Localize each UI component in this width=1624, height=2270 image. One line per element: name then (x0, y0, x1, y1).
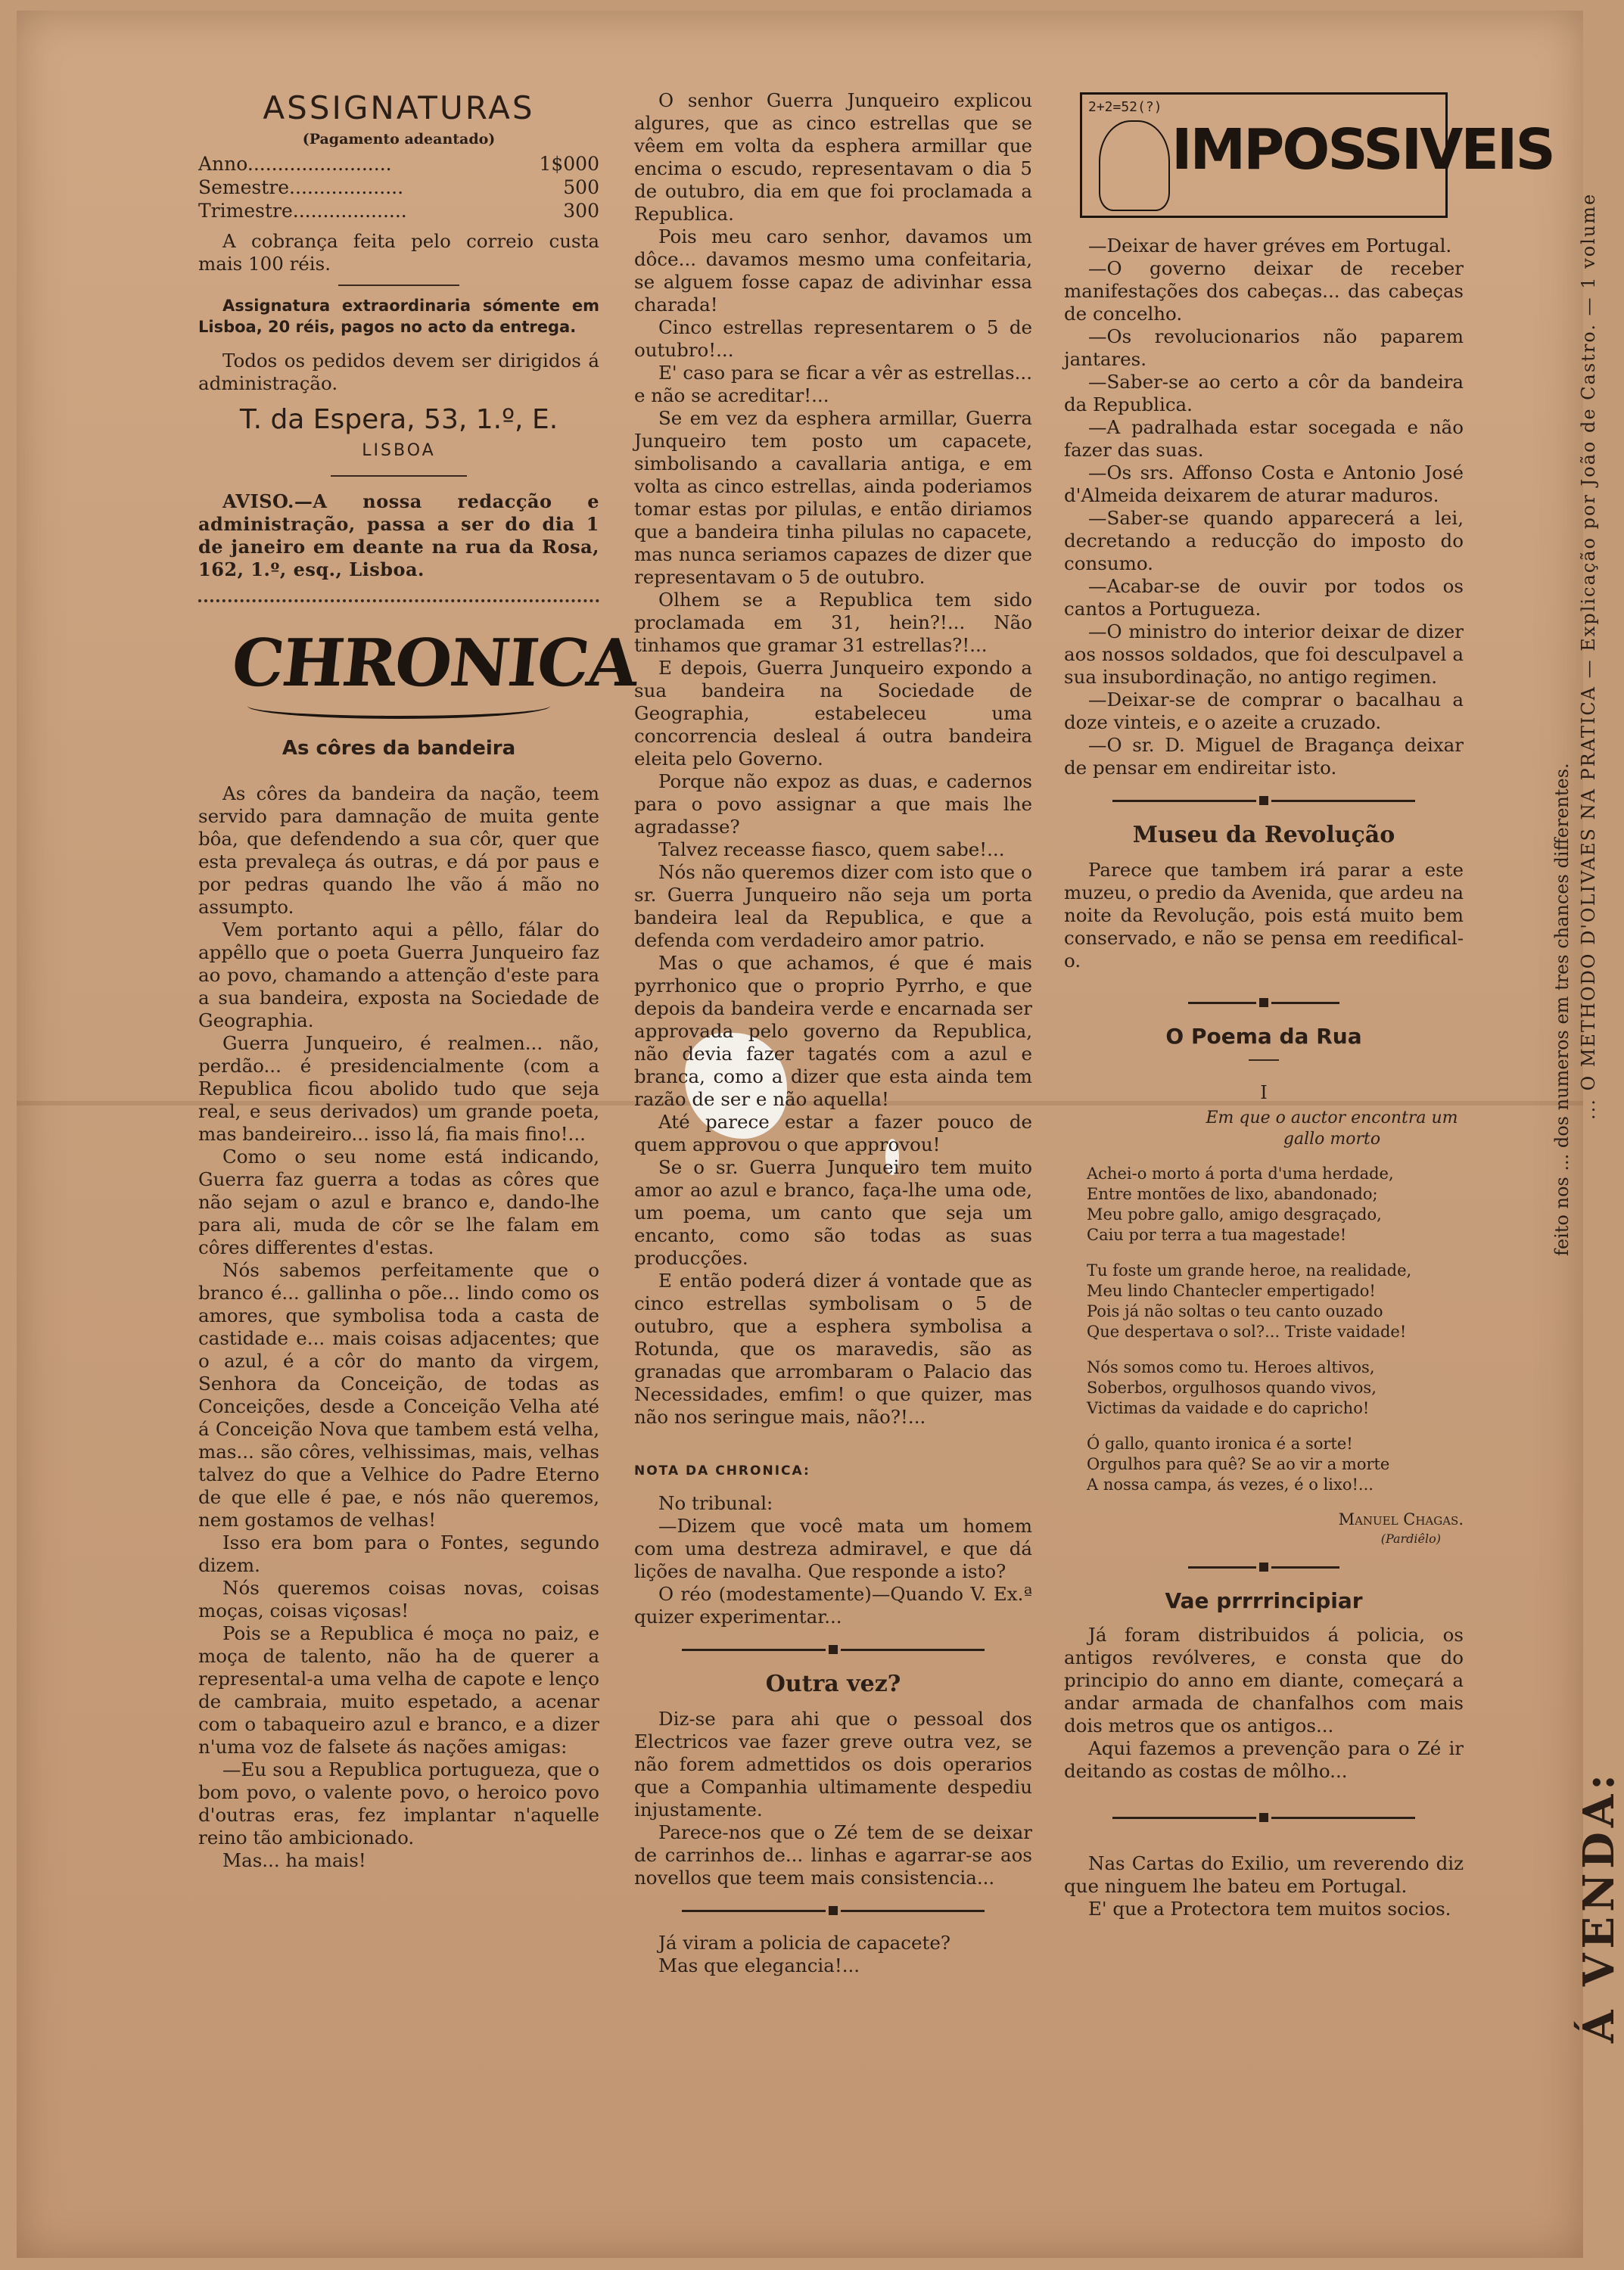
vae-paragraph: Aqui fazemos a prevenção para o Zé ir deitando as costas de môlho... (1064, 1737, 1464, 1782)
section-divider (1064, 998, 1464, 1007)
price-row: Anno........................ 1$000 (198, 153, 599, 175)
caricature-face-icon (1099, 120, 1170, 211)
nota-body (634, 1492, 1032, 1628)
impossivel-item: —O ministro do interior deixar de dizer aos nossos soldados, que foi desculpavel a sua insubordinação, no antigo regimen. (1064, 620, 1464, 688)
chronica-heading: As côres da bandeira (282, 737, 516, 760)
vae-paragraph: Já foram distribuidos á policia, os antigos revólveres, e consta que do principio do anno em diante, começará a andar armada de chanfalhos com mais dois metros que os antigos... (1064, 1624, 1464, 1737)
column-paragraph: Porque não expoz as duas, e cadernos para o povo assignar a que mais lhe agradasse? (634, 770, 1032, 838)
section-divider (1064, 1813, 1464, 1822)
column-paragraph: Cinco estrellas representarem o 5 de outubro!... (634, 316, 1032, 361)
poem-line: Nós somos como tu. Heroes altivos, (1087, 1358, 1375, 1376)
nota-paragraph: —Dizem que você mata um homem com uma destreza admiravel, e que dá lições de navalha. Que responde a isto? (634, 1515, 1032, 1582)
museu-title: Museu da Revolução (1132, 822, 1395, 848)
museu-text: Parece que tambem irá parar a este muzeu, o predio da Avenida, que ardeu na noite da Revolução, pois está muito bem conservado, e não se pensa em reedifical-o. (1064, 859, 1464, 972)
pedidos-text: Todos os pedidos devem ser dirigidos á administração. (198, 350, 599, 394)
outra-vez-body (634, 1708, 1032, 1889)
chronica-paragraph: Mas... ha mais! (222, 1849, 366, 1871)
divider-rule (1249, 1059, 1279, 1061)
capacete-body (634, 1932, 1032, 1977)
poem-line: A nossa campa, ás vezes, é o lixo!... (1087, 1476, 1374, 1494)
capacete-paragraph: Mas que elegancia!... (658, 1954, 860, 1976)
outra-vez-title: Outra vez? (765, 1671, 901, 1697)
impossivel-item: —Saber-se ao certo a côr da bandeira da Republica. (1064, 371, 1464, 415)
impossivel-item: —Os revolucionarios não paparem jantares. (1064, 325, 1464, 370)
impossivel-item: —Saber-se quando apparecerá a lei, decretando a reducção do imposto do consumo. (1064, 507, 1464, 574)
column-paragraph: Se em vez da esphera armillar, Guerra Junqueiro tem posto um capacete, simbolisando a cavallaria antiga, e em volta as cinco estrellas, ainda poderiamos tomar estas por pilulas, e então diriamos que a bandeira tinha pilulas no capacete, mas nunca seriamos capazes de dizer que representavam o 5 de outubro. (634, 407, 1032, 588)
assignaturas-title: ASSIGNATURAS (263, 89, 535, 126)
chronica-paragraph: Nós queremos coisas novas, coisas moças, coisas viçosas! (198, 1577, 599, 1622)
dotted-divider (198, 599, 599, 602)
poem-line: Caiu por terra a tua magestade! (1087, 1226, 1347, 1244)
aviso-notice: AVISO.—A nossa redacção e administração, passa a ser do dia 1 de janeiro em deante na rua da Rosa, 162, 1.º, esq., Lisboa. (198, 490, 599, 580)
chronica-paragraph: Guerra Junqueiro, é realmen... não, perdão... é presidencialmente (com a Republica ficou abolido tudo que seja real, e seus derivados) um grande poeta, mas bandeireiro... isso lá, fia mais fino!... (198, 1032, 599, 1145)
column-paragraph: E depois, Guerra Junqueiro expondo a sua bandeira na Sociedade de Geographia, estabeleceu uma concorrencia desleal á outra bandeira eleita pelo Governo. (634, 657, 1032, 770)
poema-number: I (1260, 1082, 1268, 1103)
poem-line: Soberbos, orgulhosos quando vivos, (1087, 1379, 1377, 1397)
column-paragraph: Olhem se a Republica tem sido proclamada em 31, hein?!... Não tinhamos que gramar 31 estrellas?!... (634, 589, 1032, 656)
poem-body (1087, 1164, 1464, 1495)
poem-line: Achei-o morto á porta d'uma herdade, (1087, 1165, 1394, 1183)
city: LISBOA (362, 441, 436, 460)
column-3 (1064, 92, 1554, 1920)
chronica-body (198, 782, 599, 1872)
poem-source: (Pardiêlo) (1380, 1531, 1441, 1546)
chronica-logo: CHRONICA (232, 617, 565, 723)
cobranca-text: A cobrança feita pelo correio custa mais 100 réis. (198, 230, 599, 275)
poem-stanza (1087, 1261, 1464, 1342)
chronica-paragraph: Vem portanto aqui a pêllo, fálar do appêllo que o poeta Guerra Junqueiro faz ao povo, chamando a attenção d'este para a sua bandeira, exposta na Sociedade de Geographia. (198, 919, 599, 1031)
impossivel-item: —A padralhada estar socegada e não fazer das suas. (1064, 416, 1464, 461)
chronica-paragraph: Isso era bom para o Fontes, segundo dizem. (198, 1531, 599, 1576)
assignaturas-subtitle: (Pagamento adeantado) (302, 131, 496, 148)
nota-paragraph: No tribunal: (658, 1492, 773, 1514)
poem-line: Meu pobre gallo, amigo desgraçado, (1087, 1205, 1382, 1224)
divider-rule (331, 475, 467, 477)
impossiveis-list (1064, 235, 1464, 779)
poem-line: Entre montões de lixo, abandonado; (1087, 1185, 1378, 1203)
margin-text-2: ... O METHODO D'OLIVAES NA PRATICA — Explicação por João de Castro. — 1 volume (1578, 192, 1599, 1120)
column-paragraph: E' caso para se ficar a vêr as estrellas... e não se acreditar!... (634, 362, 1032, 406)
impossivel-item: —O governo deixar de receber manifestações dos cabeças... das cabeças de concelho. (1064, 257, 1464, 325)
column-paragraph: Nós não queremos dizer com isto que o sr. Guerra Junqueiro não seja um porta bandeira leal da Republica, e que a defenda com verdadeiro amor patrio. (634, 861, 1032, 951)
price-row: Semestre................... 500 (198, 176, 599, 198)
section-divider (634, 1645, 1032, 1654)
column-paragraph: Talvez receasse fiasco, quem sabe!... (658, 838, 1005, 860)
chronica-continuation (634, 89, 1032, 1429)
impossivel-item: —Deixar-se de comprar o bacalhau a doze vinteis, e o azeite a cruzado. (1064, 689, 1464, 733)
column-1 (198, 76, 641, 1872)
column-paragraph: Até parece estar a fazer pouco de quem approvou o que approvou! (634, 1111, 1032, 1155)
poem-author: Manuel Chagas. (1338, 1510, 1464, 1528)
chronica-paragraph: As côres da bandeira da nação, teem servido para damnação de muita gente bôa, que defendendo a sua côr, quer que esta prevaleça ás outras, e dá por paus e por pedras quando lhe vão á mão no assumpto. (198, 782, 599, 918)
section-divider (1064, 796, 1464, 805)
impossivel-item: —Acabar-se de ouvir por todos os cantos a Portugueza. (1064, 575, 1464, 620)
poem-line: Orgulhos para quê? Se ao vir a morte (1087, 1455, 1390, 1473)
section-divider (634, 1906, 1032, 1915)
chronica-paragraph: —Eu sou a Republica portugueza, que o bom povo, o valente povo, o heroico povo d'outras eras, fez implantar n'aquelle reino tão ambicionado. (198, 1758, 599, 1849)
extra-subscription: Assignatura extraordinaria sómente em Lisboa, 20 réis, pagos no acto da entrega. (198, 297, 599, 336)
poem-line: Victimas da vaidade e do capricho! (1087, 1399, 1370, 1417)
column-paragraph: Pois meu caro senhor, davamos um dôce... davamos mesmo uma confeitaria, se alguem fosse capaz de adivinhar essa charada! (634, 225, 1032, 316)
vae-title: Vae prrrrincipiar (1165, 1588, 1363, 1613)
address: T. da Espera, 53, 1.º, E. (239, 404, 558, 435)
divider-rule (338, 285, 459, 286)
impossiveis-logo: 2+2=52(?) IMPOSSIVEIS (1080, 92, 1448, 218)
nota-heading: NOTA DA CHRONICA: (634, 1463, 810, 1479)
cartas-paragraph: Nas Cartas do Exilio, um reverendo diz que ninguem lhe bateu em Portugal. (1064, 1852, 1464, 1897)
poem-line: Pois já não soltas o teu canto ouzado (1087, 1302, 1383, 1320)
column-paragraph: Mas o que achamos, é que é mais pyrrhonico que o proprio Pyrrho, e que depois da bandeira verde e encarnada ser approvada pelo governo da Republica, não devia fazer tagatés com a azul e branca, como a dizer que esta ainda tem razão de ser e não aquella! (634, 952, 1032, 1110)
poema-subtitle: Em que o auctor encontra um gallo morto (1206, 1109, 1458, 1149)
column-2 (634, 89, 1032, 1977)
price-row: Trimestre................... 300 (198, 200, 599, 222)
poem-stanza (1087, 1434, 1464, 1495)
capacete-paragraph: Já viram a policia de capacete? (658, 1932, 950, 1954)
outra-paragraph: Diz-se para ahi que o pessoal dos Electricos vae fazer greve outra vez, se não forem admettidos os dois operarios que a Companhia ultimamente despediu injustamente. (634, 1708, 1032, 1821)
column-paragraph: O senhor Guerra Junqueiro explicou algures, que as cinco estrellas que se vêem em volta da esphera armillar que encima o escudo, representavam o dia 5 de outubro, dia em que foi proclamada a Republica. (634, 89, 1032, 225)
vae-body (1064, 1624, 1464, 1783)
cartas-paragraph: E' que a Protectora tem muitos socios. (1088, 1898, 1451, 1920)
poem-stanza (1087, 1164, 1464, 1245)
poem-stanza (1087, 1357, 1464, 1419)
margin-a-venda: Á VENDA: (1574, 1770, 1624, 2043)
margin-text-1: feito nos ... dos numeros em tres chances differentes. (1551, 763, 1573, 1256)
poem-line: Meu lindo Chantecler empertigado! (1087, 1282, 1376, 1300)
poem-line: Ó gallo, quanto ironica é a sorte! (1087, 1435, 1353, 1453)
section-divider (1064, 1563, 1464, 1572)
poem-line: Que despertava o sol?... Triste vaidade! (1087, 1323, 1407, 1341)
impossivel-item: —Deixar de haver gréves em Portugal. (1088, 235, 1452, 257)
chronica-paragraph: Como o seu nome está indicando, Guerra faz guerra a todas as côres que não sejam o azul e branco e, dando-lhe para ali, muda de côr se lhe falam em côres differentes d'estas. (198, 1146, 599, 1258)
impossivel-item: —Os srs. Affonso Costa e Antonio José d'Almeida deixarem de aturar maduros. (1064, 462, 1464, 506)
poem-line: Tu foste um grande heroe, na realidade, (1087, 1261, 1412, 1280)
chronica-paragraph: Nós sabemos perfeitamente que o branco é... gallinha o põe... lindo como os amores, que symbolisa toda a casta de castidade e... mais coisas adjacentes; que o azul, é a côr do manto da virgem, Senhora da Conceição, de todas as Conceições, desde a Conceição Velha até á Conceição Nova que tambem está velha, mas... são côres, velhissimas, mais, velhas talvez do que a Velhice do Padre Eterno de que elle é pae, e nós não queremos, nem gostamos de velhas! (198, 1259, 599, 1531)
chronica-paragraph: Pois se a Republica é moça no paiz, e moça de talento, não ha de querer a represental-a uma velha de capote e lenço de cambraia, muito espetado, a acenar com o tabaqueiro azul e branco, e a dizer n'uma voz de falsete ás nações amigas: (198, 1622, 599, 1758)
nota-paragraph: O réo (modestamente)—Quando V. Ex.ª quizer experimentar... (634, 1583, 1032, 1628)
cartas-body (1064, 1852, 1464, 1920)
impossivel-item: —O sr. D. Miguel de Bragança deixar de pensar em endireitar isto. (1064, 734, 1464, 779)
outra-paragraph: Parece-nos que o Zé tem de se deixar de carrinhos de... linhas e agarrar-se aos novellos que teem mais consistencia... (634, 1821, 1032, 1889)
column-paragraph: Se o sr. Guerra Junqueiro tem muito amor ao azul e branco, faça-lhe uma ode, um poema, um canto que seja um encanto, como são todas as suas producções. (634, 1156, 1032, 1269)
column-paragraph: E então poderá dizer á vontade que as cinco estrellas symbolisam o 5 de outubro, que a esphera symbolisa a Rotunda, que os maravedis, são as granadas que arrombaram o Palacio das Necessidades, emfim! o que quizer, mas não nos seringue mais, não?!... (634, 1270, 1032, 1428)
poema-title: O Poema da Rua (1165, 1024, 1362, 1049)
